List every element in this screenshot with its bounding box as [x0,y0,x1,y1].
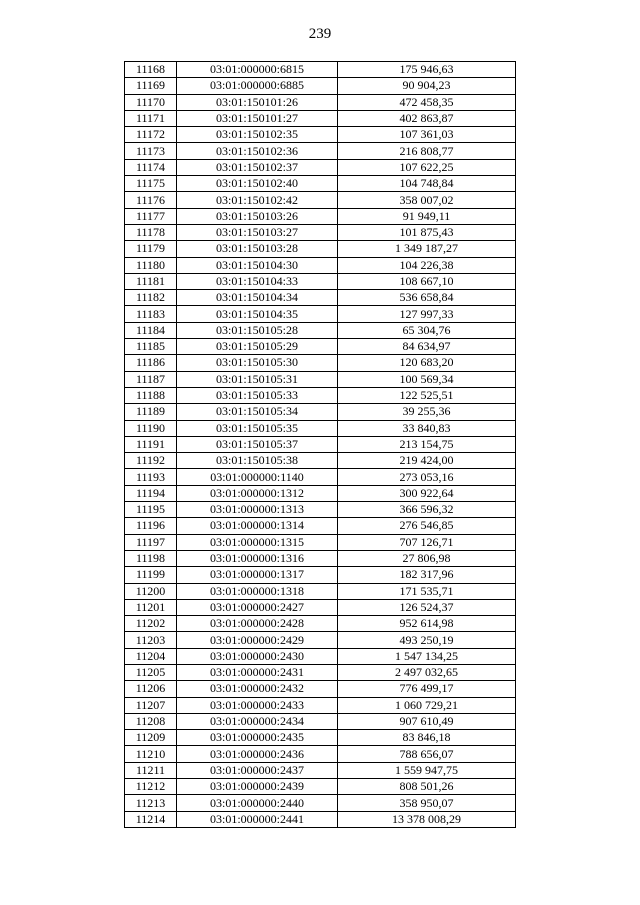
value-cell: 104 226,38 [338,257,516,273]
table-row [125,713,516,729]
row-number-cell: 11212 [125,779,177,795]
table-row [125,420,516,436]
table-row [125,550,516,566]
cadastral-number-cell: 03:01:000000:2431 [177,664,338,680]
cadastral-number-cell: 03:01:000000:2437 [177,762,338,778]
cadastral-number-cell: 03:01:000000:1318 [177,583,338,599]
cadastral-number-cell: 03:01:000000:2434 [177,713,338,729]
value-cell: 108 667,10 [338,273,516,289]
table-row [125,567,516,583]
value-cell: 1 559 947,75 [338,762,516,778]
table-row [125,648,516,664]
row-number-cell: 11213 [125,795,177,811]
cadastral-number-cell: 03:01:150105:30 [177,355,338,371]
registry-table-body [125,62,516,828]
table-row [125,632,516,648]
table-row [125,257,516,273]
table-row [125,746,516,762]
value-cell: 366 596,32 [338,502,516,518]
row-number-cell: 11195 [125,502,177,518]
value-cell: 107 361,03 [338,127,516,143]
value-cell: 536 658,84 [338,290,516,306]
row-number-cell: 11180 [125,257,177,273]
row-number-cell: 11177 [125,208,177,224]
registry-table [124,61,516,828]
table-row [125,192,516,208]
table-row [125,599,516,615]
value-cell: 122 525,51 [338,387,516,403]
row-number-cell: 11168 [125,62,177,78]
table-row [125,290,516,306]
value-cell: 472 458,35 [338,94,516,110]
table-row [125,208,516,224]
row-number-cell: 11184 [125,322,177,338]
table-row [125,811,516,827]
row-number-cell: 11182 [125,290,177,306]
table-row [125,143,516,159]
row-number-cell: 11192 [125,453,177,469]
value-cell: 493 250,19 [338,632,516,648]
cadastral-number-cell: 03:01:150102:36 [177,143,338,159]
cadastral-number-cell: 03:01:150105:28 [177,322,338,338]
row-number-cell: 11178 [125,224,177,240]
row-number-cell: 11214 [125,811,177,827]
cadastral-number-cell: 03:01:000000:1317 [177,567,338,583]
row-number-cell: 11176 [125,192,177,208]
row-number-cell: 11208 [125,713,177,729]
table-row [125,241,516,257]
value-cell: 216 808,77 [338,143,516,159]
table-row [125,404,516,420]
cadastral-number-cell: 03:01:150102:42 [177,192,338,208]
table-row [125,762,516,778]
cadastral-number-cell: 03:01:150105:29 [177,339,338,355]
row-number-cell: 11191 [125,436,177,452]
table-row [125,355,516,371]
row-number-cell: 11179 [125,241,177,257]
value-cell: 39 255,36 [338,404,516,420]
value-cell: 2 497 032,65 [338,664,516,680]
cadastral-number-cell: 03:01:150104:30 [177,257,338,273]
cadastral-number-cell: 03:01:150105:33 [177,387,338,403]
cadastral-number-cell: 03:01:000000:2430 [177,648,338,664]
row-number-cell: 11200 [125,583,177,599]
table-row [125,730,516,746]
cadastral-number-cell: 03:01:000000:1314 [177,518,338,534]
value-cell: 213 154,75 [338,436,516,452]
value-cell: 358 950,07 [338,795,516,811]
value-cell: 273 053,16 [338,469,516,485]
table-row [125,62,516,78]
value-cell: 104 748,84 [338,176,516,192]
row-number-cell: 11169 [125,78,177,94]
cadastral-number-cell: 03:01:000000:1316 [177,550,338,566]
cadastral-number-cell: 03:01:150105:37 [177,436,338,452]
table-row [125,176,516,192]
cadastral-number-cell: 03:01:150105:38 [177,453,338,469]
value-cell: 182 317,96 [338,567,516,583]
row-number-cell: 11189 [125,404,177,420]
table-row [125,159,516,175]
cadastral-number-cell: 03:01:150104:34 [177,290,338,306]
row-number-cell: 11186 [125,355,177,371]
row-number-cell: 11204 [125,648,177,664]
cadastral-number-cell: 03:01:000000:2429 [177,632,338,648]
value-cell: 776 499,17 [338,681,516,697]
value-cell: 90 904,23 [338,78,516,94]
value-cell: 1 547 134,25 [338,648,516,664]
value-cell: 13 378 008,29 [338,811,516,827]
cadastral-number-cell: 03:01:000000:1312 [177,485,338,501]
table-row [125,273,516,289]
row-number-cell: 11188 [125,387,177,403]
cadastral-number-cell: 03:01:000000:2432 [177,681,338,697]
cadastral-number-cell: 03:01:150102:37 [177,159,338,175]
value-cell: 127 997,33 [338,306,516,322]
value-cell: 788 656,07 [338,746,516,762]
row-number-cell: 11194 [125,485,177,501]
row-number-cell: 11206 [125,681,177,697]
value-cell: 175 946,63 [338,62,516,78]
row-number-cell: 11205 [125,664,177,680]
value-cell: 84 634,97 [338,339,516,355]
table-row [125,339,516,355]
value-cell: 402 863,87 [338,110,516,126]
table-row [125,485,516,501]
table-row [125,795,516,811]
table-row [125,681,516,697]
page-number: 239 [308,26,332,42]
cadastral-number-cell: 03:01:000000:2440 [177,795,338,811]
row-number-cell: 11209 [125,730,177,746]
row-number-cell: 11211 [125,762,177,778]
table-row [125,322,516,338]
table-row [125,453,516,469]
row-number-cell: 11171 [125,110,177,126]
cadastral-number-cell: 03:01:000000:1315 [177,534,338,550]
value-cell: 91 949,11 [338,208,516,224]
row-number-cell: 11170 [125,94,177,110]
cadastral-number-cell: 03:01:000000:2439 [177,779,338,795]
value-cell: 101 875,43 [338,224,516,240]
value-cell: 907 610,49 [338,713,516,729]
table-row [125,697,516,713]
row-number-cell: 11198 [125,550,177,566]
cadastral-number-cell: 03:01:150103:27 [177,224,338,240]
row-number-cell: 11210 [125,746,177,762]
table-row [125,387,516,403]
cadastral-number-cell: 03:01:150101:27 [177,110,338,126]
value-cell: 100 569,34 [338,371,516,387]
row-number-cell: 11174 [125,159,177,175]
cadastral-number-cell: 03:01:150103:26 [177,208,338,224]
cadastral-number-cell: 03:01:150105:35 [177,420,338,436]
row-number-cell: 11203 [125,632,177,648]
value-cell: 358 007,02 [338,192,516,208]
cadastral-number-cell: 03:01:150101:26 [177,94,338,110]
table-row [125,306,516,322]
row-number-cell: 11172 [125,127,177,143]
row-number-cell: 11187 [125,371,177,387]
table-row [125,502,516,518]
table-row [125,78,516,94]
table-row [125,664,516,680]
value-cell: 27 806,98 [338,550,516,566]
row-number-cell: 11199 [125,567,177,583]
row-number-cell: 11175 [125,176,177,192]
cadastral-number-cell: 03:01:000000:2435 [177,730,338,746]
table-row [125,224,516,240]
value-cell: 83 846,18 [338,730,516,746]
value-cell: 171 535,71 [338,583,516,599]
value-cell: 952 614,98 [338,616,516,632]
cadastral-number-cell: 03:01:000000:2433 [177,697,338,713]
row-number-cell: 11185 [125,339,177,355]
row-number-cell: 11173 [125,143,177,159]
table-row [125,518,516,534]
table-row [125,469,516,485]
value-cell: 707 126,71 [338,534,516,550]
cadastral-number-cell: 03:01:000000:6885 [177,78,338,94]
cadastral-number-cell: 03:01:150102:35 [177,127,338,143]
table-row [125,583,516,599]
value-cell: 120 683,20 [338,355,516,371]
row-number-cell: 11190 [125,420,177,436]
table-row [125,110,516,126]
value-cell: 300 922,64 [338,485,516,501]
cadastral-number-cell: 03:01:000000:2427 [177,599,338,615]
table-row [125,127,516,143]
value-cell: 33 840,83 [338,420,516,436]
cadastral-number-cell: 03:01:000000:6815 [177,62,338,78]
cadastral-number-cell: 03:01:000000:2428 [177,616,338,632]
cadastral-number-cell: 03:01:150102:40 [177,176,338,192]
table-row [125,534,516,550]
cadastral-number-cell: 03:01:000000:1313 [177,502,338,518]
row-number-cell: 11202 [125,616,177,632]
cadastral-number-cell: 03:01:000000:2436 [177,746,338,762]
table-row [125,616,516,632]
value-cell: 219 424,00 [338,453,516,469]
row-number-cell: 11183 [125,306,177,322]
row-number-cell: 11193 [125,469,177,485]
row-number-cell: 11207 [125,697,177,713]
table-row [125,779,516,795]
value-cell: 65 304,76 [338,322,516,338]
row-number-cell: 11201 [125,599,177,615]
value-cell: 1 349 187,27 [338,241,516,257]
row-number-cell: 11197 [125,534,177,550]
row-number-cell: 11181 [125,273,177,289]
value-cell: 276 546,85 [338,518,516,534]
cadastral-number-cell: 03:01:150104:33 [177,273,338,289]
cadastral-number-cell: 03:01:000000:2441 [177,811,338,827]
value-cell: 1 060 729,21 [338,697,516,713]
row-number-cell: 11196 [125,518,177,534]
table-row [125,371,516,387]
table-row [125,436,516,452]
table-row [125,94,516,110]
value-cell: 107 622,25 [338,159,516,175]
value-cell: 808 501,26 [338,779,516,795]
cadastral-number-cell: 03:01:150104:35 [177,306,338,322]
cadastral-number-cell: 03:01:000000:1140 [177,469,338,485]
cadastral-number-cell: 03:01:150105:34 [177,404,338,420]
value-cell: 126 524,37 [338,599,516,615]
cadastral-number-cell: 03:01:150105:31 [177,371,338,387]
cadastral-number-cell: 03:01:150103:28 [177,241,338,257]
